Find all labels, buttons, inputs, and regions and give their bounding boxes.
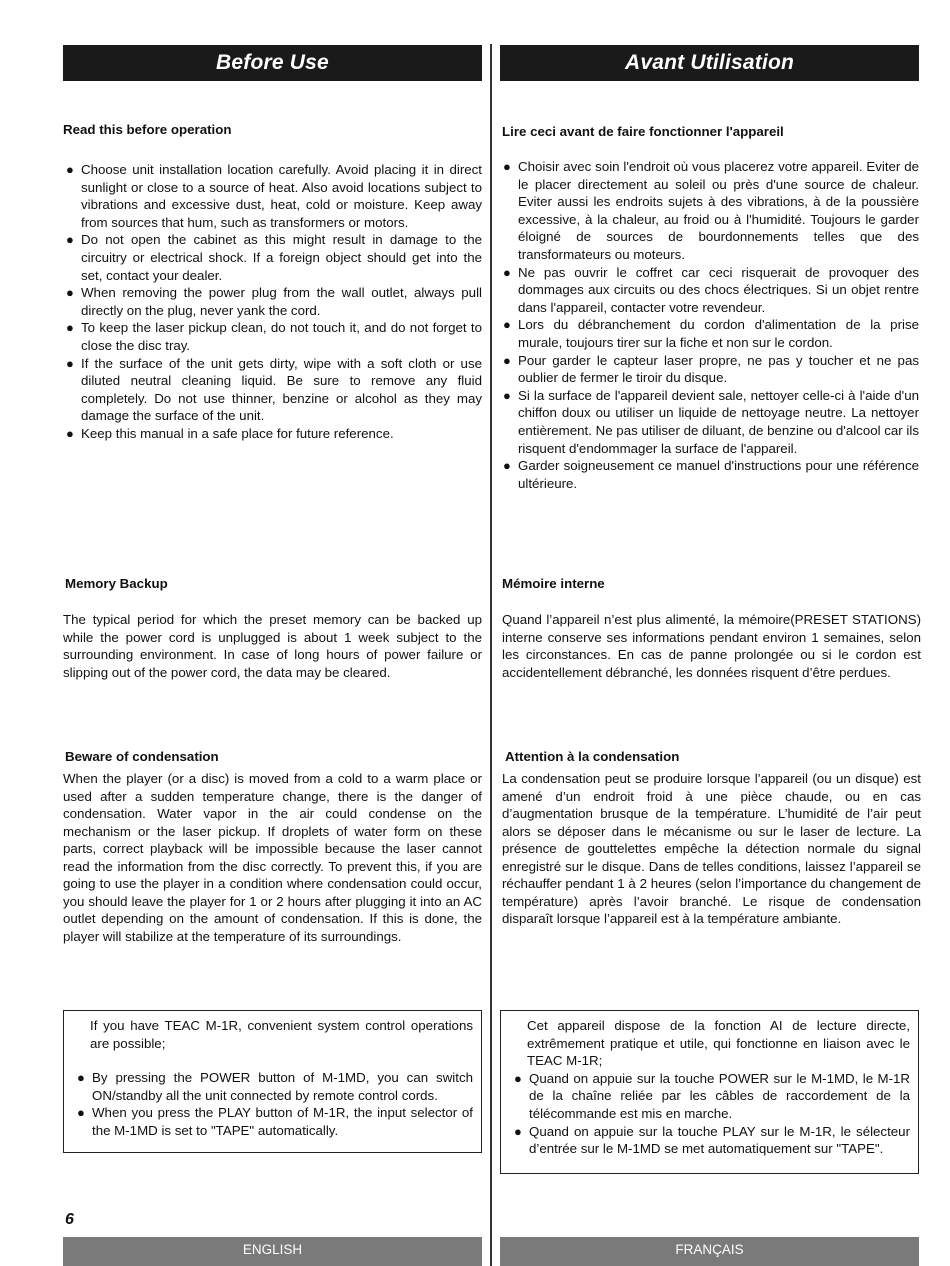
english-column [63, 0, 482, 1266]
column-divider [490, 44, 492, 1266]
list-item: ● When you press the PLAY button of M-1R, the input selector of the M-1MD is set to "TAPE" automatically. [77, 1105, 473, 1138]
bullet-icon: ● [503, 458, 511, 474]
list-item: ● Lors du débranchement du cordon d'alimentation de la prise murale, toujours tirer sur la fiche et non sur le cordon. [503, 317, 919, 350]
list-item: ● Ne pas ouvrir le coffret car ceci risquerait de provoquer des dommages aux circuits ou des chocs électriques. Si un objet rentre dans l'appareil, contacter votre revendeur. [503, 264, 919, 315]
bullet-icon: ● [503, 317, 511, 333]
list-item: ● Do not open the cabinet as this might result in damage to the circuitry or electrical shock. If a foreign object should get into the set, contact your dealer. [66, 232, 482, 283]
bullet-icon: ● [66, 355, 74, 371]
box-intro-fr: Cet appareil dispose de la fonction AI de lecture directe, extrêmement pratique et utile, qui fonctionne en liaison avec le TEAC M-1R; [527, 1018, 910, 1069]
list-item: ● Quand on appuie sur la touche PLAY sur le M-1R, le sélecteur d’entrée sur le M-1MD se met automatiquement sur "TAPE". [514, 1123, 910, 1157]
bullet-icon: ● [77, 1105, 85, 1121]
bullet-icon: ● [514, 1123, 522, 1139]
section-header-english: Before Use [63, 45, 482, 81]
bullet-icon: ● [503, 387, 511, 403]
read-before-title: Read this before operation [63, 122, 232, 137]
bullet-icon: ● [66, 285, 74, 301]
list-item: ● To keep the laser pickup clean, do not touch it, and do not forget to close the disc tray. [66, 320, 482, 353]
memory-text-fr: Quand l’appareil n’est plus alimenté, la mémoire(PRESET STATIONS) interne conserve ses informations pendant environ 1 semaines, selon les circonstances. En cas de panne prolongée ou si le cordon est accidentellement débranché, les données risquent d’être perdues. [502, 612, 921, 680]
box-list [74, 1069, 473, 1139]
bullet-icon: ● [66, 162, 74, 177]
bullet-icon: ● [514, 1070, 522, 1086]
bullet-icon: ● [66, 320, 74, 336]
list-item: ● If the surface of the unit gets dirty, wipe with a soft cloth or use diluted neutral cleaning liquid. Be sure to remove any fluid completely. Do not use thinner, benzine or alcohol as they may damage the surface of the unit. [66, 355, 482, 424]
footer-english: ENGLISH [63, 1237, 482, 1266]
bullet-icon: ● [66, 232, 74, 248]
list-item: ● Choose unit installation location carefully. Avoid placing it in direct sunlight or close to a source of heat. Also avoid locations subject to vibrations and excessive dust, heat, cold or moisture. Keep away from sources that hum, such as transformers or motors. [66, 162, 482, 230]
list-item: ● Keep this manual in a safe place for future reference. [66, 425, 394, 441]
bullet-icon: ● [77, 1070, 85, 1086]
footer-french: FRANÇAIS [500, 1237, 919, 1266]
bullet-icon: ● [503, 159, 511, 174]
memory-backup-text: The typical period for which the preset memory can be backed up while the power cord is unplugged is about 1 week subject to the surrounding environment. In case of long hours of power failure or slipping out of the power cord, the data may be cleared. [63, 612, 482, 680]
list-item: ● Si la surface de l'appareil devient sale, nettoyer celle-ci à l'aide d'un chiffon doux ou utiliser un liquide de nettoyage neutre. La nettoyer entièrement. Ne pas utiliser de diluant, de benzine ou d'alcool car ils risquent d'endommager la surface de l'appareil. [503, 387, 919, 456]
read-before-title-fr: Lire ceci avant de faire fonctionner l'appareil [502, 124, 784, 139]
box-list-fr [511, 1070, 910, 1158]
condensation-title-fr: Attention à la condensation [505, 749, 680, 764]
french-column [500, 0, 919, 1266]
bullet-icon: ● [503, 264, 511, 280]
read-before-list-fr [500, 158, 919, 492]
page-number: 6 [65, 1211, 74, 1228]
list-item: ● When removing the power plug from the wall outlet, always pull directly on the plug, never yank the cord. [66, 285, 482, 318]
box-intro: If you have TEAC M-1R, convenient system control operations are possible; [90, 1018, 473, 1051]
condensation-text: When the player (or a disc) is moved from a cold to a warm place or used after a sudden temperature change, there is the danger of condensation. Water vapor in the air could condense on the mechanism or the laser pickup. If droplets of water form on these parts, correct playback will be impossible because the laser cannot read the information from the disc correctly. To prevent this, if you are going to use the player in a condition where condensation could occur, you should leave the player for 1 or 2 hours after plugging it into an AC outlet depending on the amount of condensation. If this is done, the player will stabilize at the temperature of its surroundings. [63, 771, 482, 944]
list-item: ● By pressing the POWER button of M-1MD, you can switch ON/standby all the unit connected by remote control cords. [77, 1070, 473, 1103]
condensation-title: Beware of condensation [65, 749, 219, 764]
section-header-french: Avant Utilisation [500, 45, 919, 81]
condensation-text-fr: La condensation peut se produire lorsque l’appareil (ou un disque) est amené d’un endroit froid à une pièce chaude, ou en cas d’augmentation brusque de la température. L’humidité de l’air peut alors se déposer dans le mécanisme ou sur le laser de lecture. La présence de gouttelettes empêche la détection normale du signal enregistré sur le disque. Dans de telles conditions, laissez l’appareil se réchauffer pendant 1 à 2 heures (selon l’importance du changement de température) après l’avoir branché. Le risque de condensation disparaît lorsque l’appareil est à la température ambiante. [502, 771, 921, 926]
list-item: ● Choisir avec soin l'endroit où vous placerez votre appareil. Eviter de le placer directement au soleil ou près d'une source de chaleur. Eviter aussi les endroits sujets à des vibrations, à de la poussière excessive, à la chaleur, au froid ou à l'humidité. Toujours le garder éloigné de sources de bourdonnements telles que des transformateurs ou moteurs. [503, 159, 919, 262]
list-item: ● Pour garder le capteur laser propre, ne pas y toucher et ne pas oublier de fermer le tiroir du disque. [503, 352, 919, 386]
memory-backup-title: Memory Backup [65, 576, 168, 591]
list-item: ● Garder soigneusement ce manuel d'instructions pour une référence ultérieure. [503, 458, 919, 491]
memory-title-fr: Mémoire interne [502, 576, 605, 591]
list-item: ● Quand on appuie sur la touche POWER sur le M-1MD, le M-1R de la chaîne reliée par les câbles de raccordement de la télécommande est mis en marche. [514, 1070, 910, 1121]
bullet-icon: ● [66, 425, 74, 441]
system-control-box [63, 1010, 482, 1153]
system-control-box-fr [500, 1010, 919, 1174]
read-before-list [63, 161, 482, 443]
bullet-icon: ● [503, 352, 511, 368]
